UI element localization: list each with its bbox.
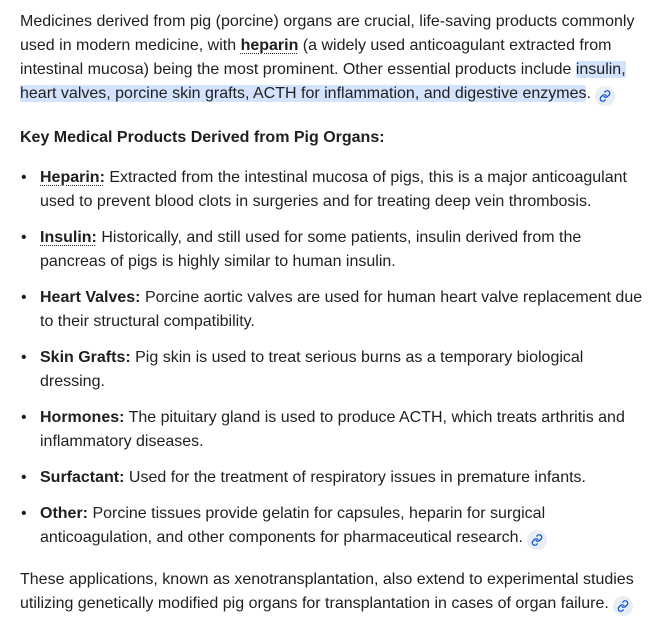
link-icon (531, 534, 543, 546)
list-item (20, 502, 651, 550)
intro-text-3: . (586, 85, 591, 102)
item-text: Porcine aortic valves are used for human heart valve replacement due to their structural compatibility. (40, 289, 643, 330)
highlighted-text: insulin, heart valves, porcine skin grafts, ACTH for inflammation, and digestive enzymes (20, 61, 626, 102)
products-list (20, 166, 651, 550)
item-term: Hormones: (40, 409, 125, 426)
item-text: Pig skin is used to treat serious burns as a temporary biological dressing. (40, 349, 584, 390)
list-item (20, 406, 651, 454)
item-term: Heart Valves: (40, 289, 141, 306)
intro-paragraph (20, 10, 651, 106)
bullet: • (21, 229, 27, 246)
link-icon (617, 600, 629, 612)
list-item (20, 166, 651, 214)
section-heading: Key Medical Products Derived from Pig Organs: (20, 129, 385, 146)
intro-text-1: Medicines derived from pig (porcine) organs are crucial, life-saving products commonly used in modern medicine, with (20, 13, 635, 54)
bullet: • (21, 349, 27, 366)
item-text: The pituitary gland is used to produce ACTH, which treats arthritis and inflammatory diseases. (40, 409, 625, 450)
closing-text: These applications, known as xenotransplantation, also extend to experimental studies utilizing genetically modified pig organs for transplantation in cases of organ failure. (20, 571, 634, 612)
heparin-term-link[interactable]: heparin (240, 37, 299, 54)
bullet: • (21, 505, 27, 522)
list-item (20, 226, 651, 274)
bullet: • (21, 169, 27, 186)
source-link-button[interactable] (613, 596, 633, 616)
item-text: Extracted from the intestinal mucosa of pigs, this is a major anticoagulant used to prevent blood clots in surgeries and for treating deep vein thrombosis. (40, 169, 627, 210)
item-term: Surfactant: (40, 469, 125, 486)
item-term: Skin Grafts: (40, 349, 131, 366)
item-term: Other: (40, 505, 88, 522)
list-item (20, 286, 651, 334)
item-text: Historically, and still used for some patients, insulin derived from the pancreas of pigs is highly similar to human insulin. (40, 229, 582, 270)
source-link-button[interactable] (527, 530, 547, 550)
bullet: • (21, 289, 27, 306)
item-term-link[interactable]: Heparin: (40, 169, 105, 186)
list-item (20, 346, 651, 394)
bullet: • (21, 469, 27, 486)
intro-text-2: (a widely used anticoagulant extracted from intestinal mucosa) being the most prominent. Other essential products include (20, 37, 612, 78)
item-text: Used for the treatment of respiratory issues in premature infants. (124, 469, 586, 486)
bullet: • (21, 409, 27, 426)
closing-paragraph (20, 568, 651, 616)
item-term-link[interactable]: Insulin: (40, 229, 97, 246)
item-text: Porcine tissues provide gelatin for capsules, heparin for surgical anticoagulation, and other components for pharmaceutical research. (40, 505, 546, 546)
source-link-button[interactable] (595, 86, 615, 106)
link-icon (599, 90, 611, 102)
list-item (20, 466, 651, 490)
